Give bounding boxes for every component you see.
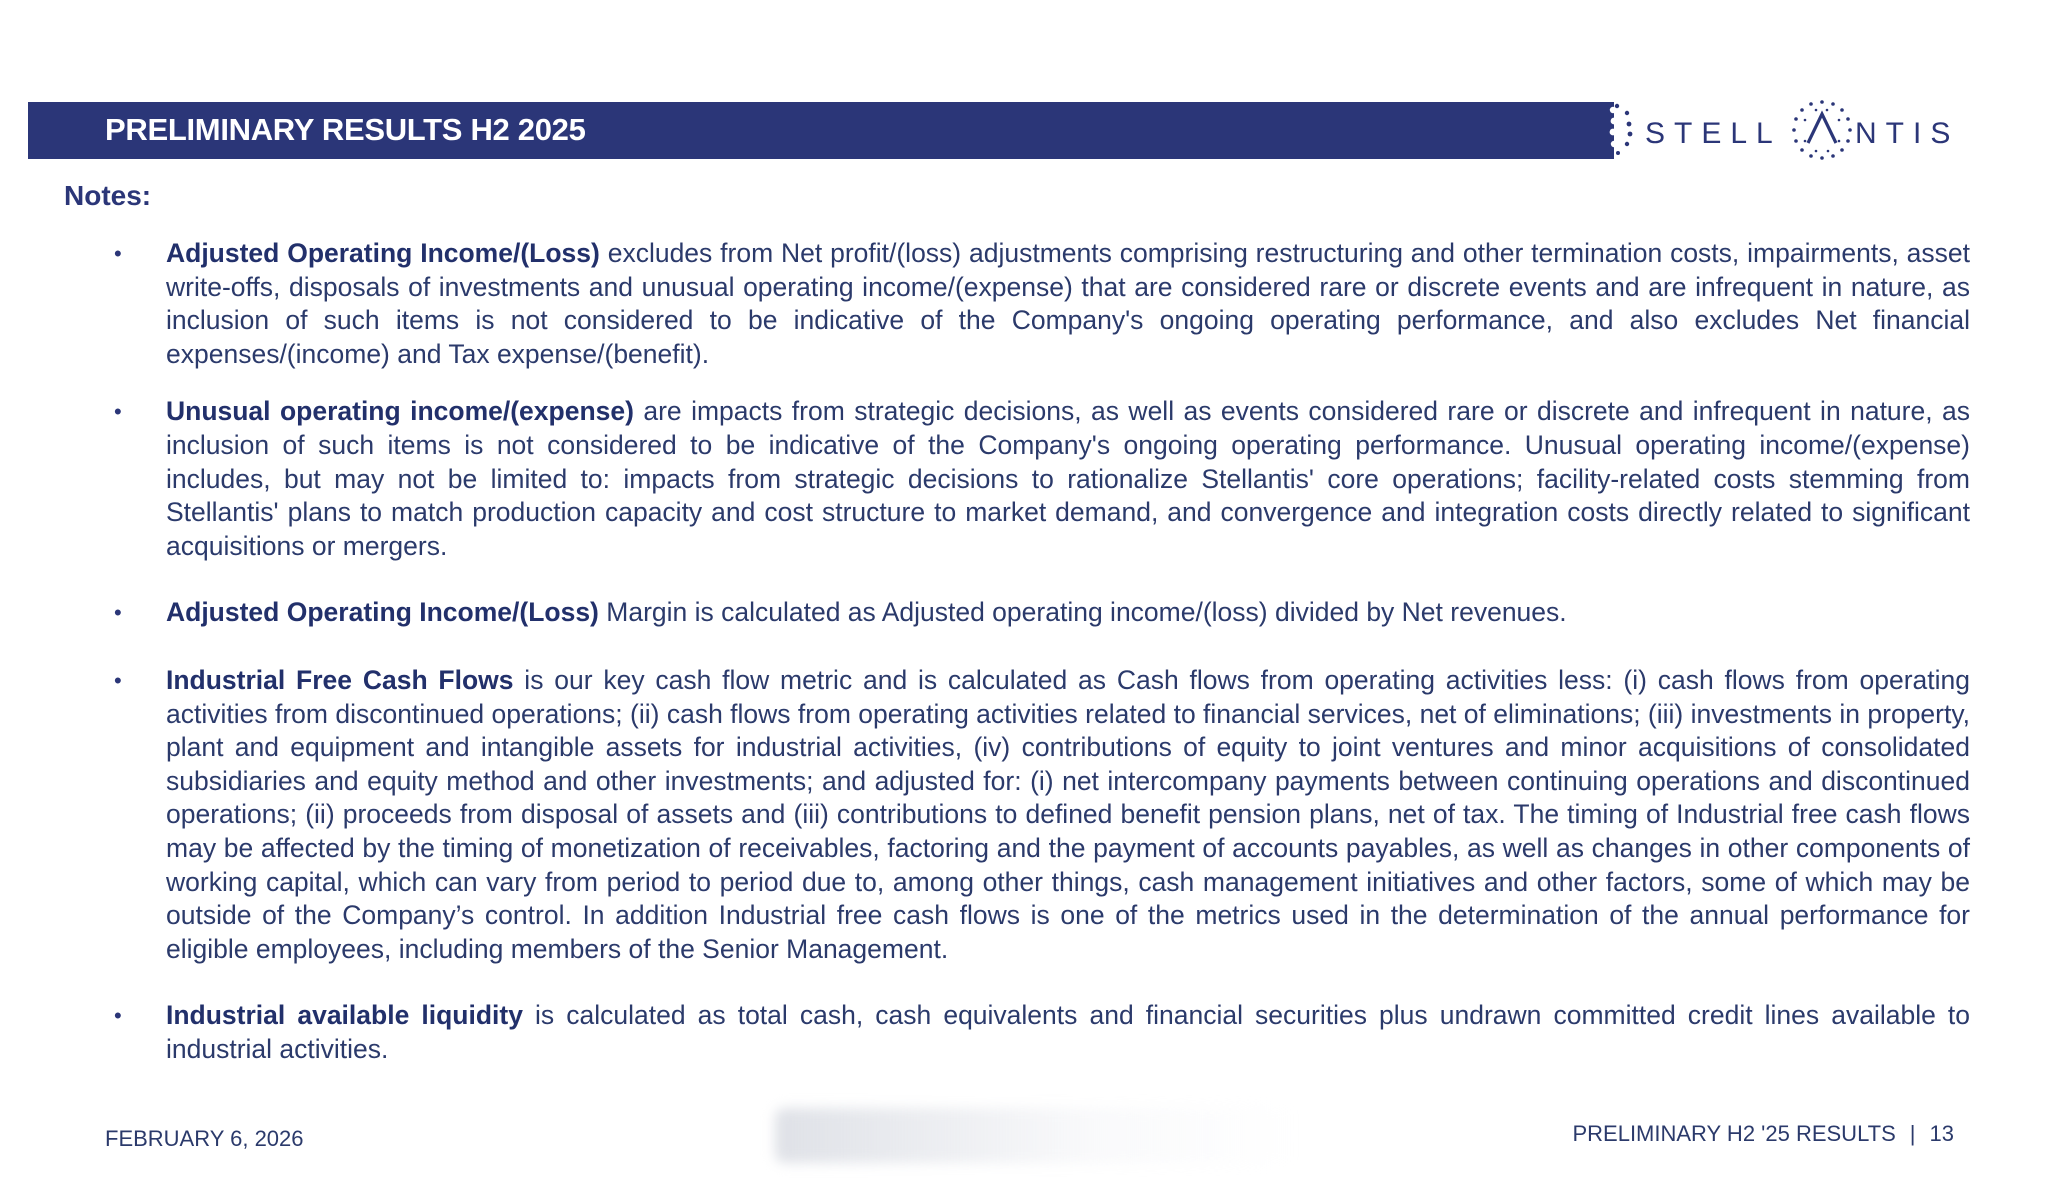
footer-report-title: PRELIMINARY H2 '25 RESULTS [1572,1121,1896,1146]
page-number: 13 [1929,1121,1954,1146]
note-text: is our key cash flow metric and is calculated as Cash flows from operating activities less: (i) cash flows from operating activities from discontinued operations; (ii) cash flows from operating activities related to financial services, net of eliminations; (iii) investments in property, plant and equipment and intangible assets for industrial activities, (iv) contributions of equity to joint ventures and minor acquisitions of consolidated subsidiaries and equity method and other investments; and adjusted for: (i) net intercompany payments between continuing operations and discontinued operations; (ii) proceeds from disposal of assets and (iii) contributions to defined benefit pension plans, net of tax. The timing of Industrial free cash flows may be affected by the timing of monetization of receivables, factoring and the payment of accounts payables, as well as changes in other components of working capital, which can vary from period to period due to, among other things, cash management initiatives and other factors, some of which may be outside of the Company’s control. In addition Industrial free cash flows is one of the metrics used in the determination of the annual performance for eligible employees, including members of the Senior Management. [166,664,1970,964]
note-adjusted-operating-income [110,237,1970,371]
bullet-icon: • [114,600,122,626]
note-industrial-available-liquidity [110,999,1970,1066]
note-unusual-operating-income [110,395,1970,563]
note-text: are impacts from strategic decisions, as well as events considered rare or discrete and infrequent in nature, as inclusion of such items is not considered to be indicative of the Company's ongoing operating performance. Unusual operating income/(expense) includes, but may not be limited to: impacts from strategic decisions to rationalize Stellantis' core operations; facility-related costs stemming from Stellantis' plans to match production capacity and cost structure to market demand, and convergence and integration costs directly related to significant acquisitions or mergers. [166,396,1971,561]
notes-list [110,237,1970,1066]
page-title: PRELIMINARY RESULTS H2 2025 [105,112,586,147]
notes-label: Notes: [64,180,152,211]
note-term: Adjusted Operating Income/(Loss) [166,597,599,628]
note-term: Industrial Free Cash Flows [166,664,514,695]
stellantis-logo [1605,96,1975,166]
footer-date: FEBRUARY 6, 2026 [105,1126,304,1151]
note-term: Unusual operating income/(expense) [166,396,634,427]
bullet-icon: • [114,399,122,425]
footer-report-info [1572,1121,1954,1147]
note-text: is calculated as total cash, cash equivalents and financial securities plus undrawn committed credit lines available to industrial activities. [166,1000,1970,1064]
bullet-icon: • [114,1003,122,1029]
svg-text:NTIS: NTIS [1855,117,1960,150]
footer-separator: | [1909,1121,1916,1146]
note-industrial-free-cash-flows [110,664,1970,966]
svg-text:STELL: STELL [1645,117,1782,150]
bullet-icon: • [114,241,122,266]
blurred-watermark [775,1108,1295,1163]
note-term: Industrial available liquidity [166,1000,523,1031]
note-adjusted-operating-income-margin [110,596,1970,630]
note-text: Margin is calculated as Adjusted operating income/(loss) divided by Net revenues. [598,597,1567,628]
note-text: excludes from Net profit/(loss) adjustments comprising restructuring and other termination costs, impairments, asset write-offs, disposals of investments and unusual operating income/(expense) that are considered rare or discrete events and are infrequent in nature, as inclusion of such items is not considered to be indicative of the Company's ongoing operating performance, and also excludes Net financial expenses/(income) and Tax expense/(benefit). [166,238,1970,369]
note-term: Adjusted Operating Income/(Loss) [166,238,600,268]
bullet-icon: • [114,667,122,693]
